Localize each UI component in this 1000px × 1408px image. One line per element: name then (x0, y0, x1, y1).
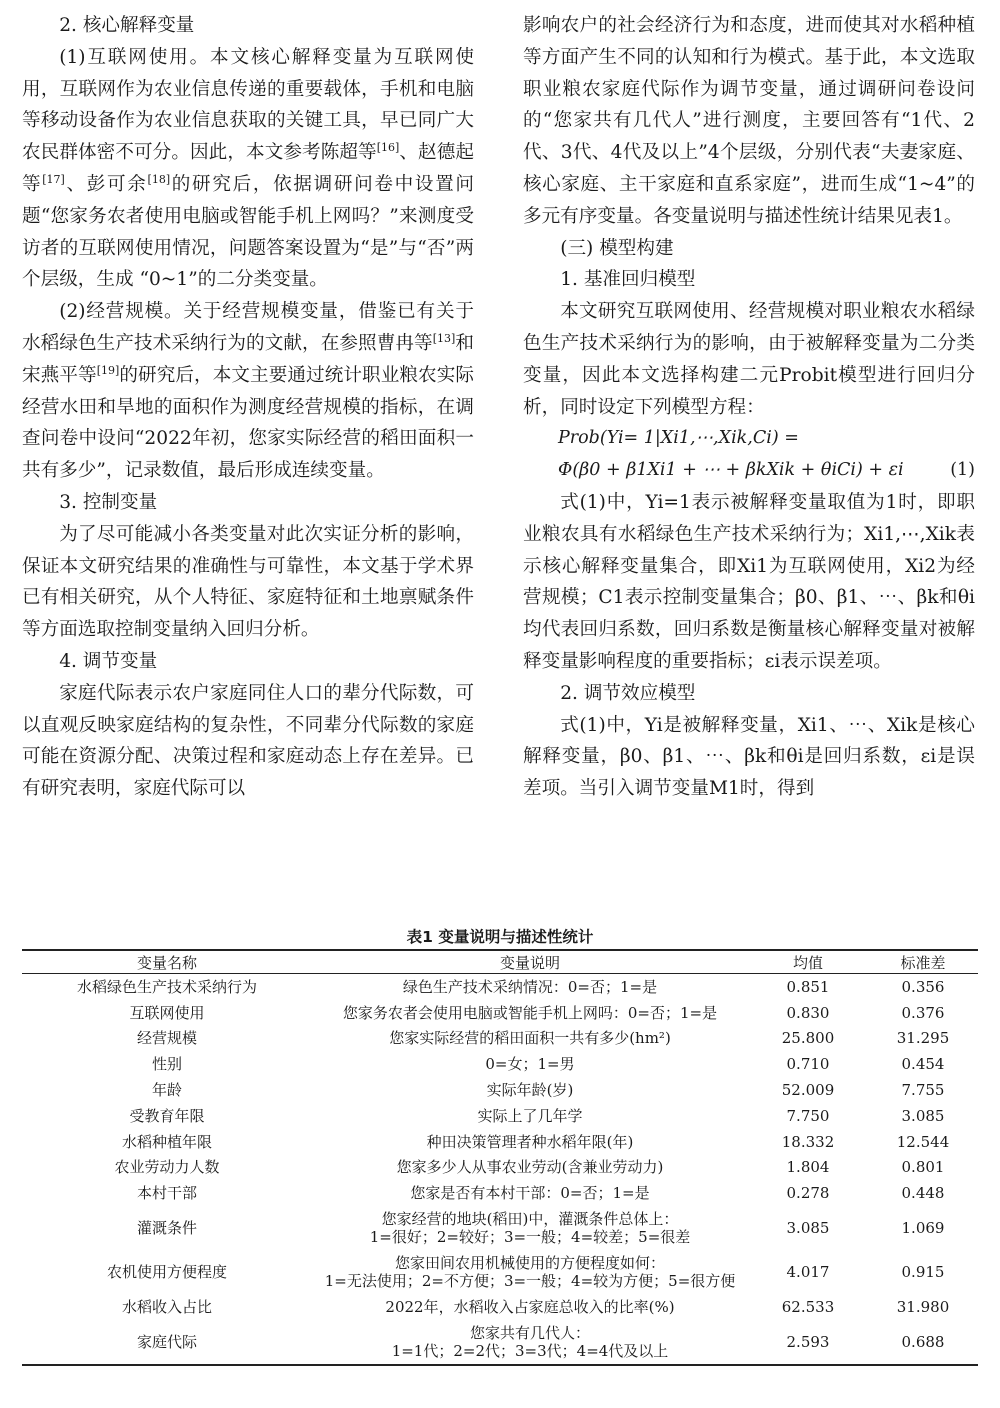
cell-std-dev: 0.688 (901, 1332, 945, 1351)
header-variable-description: 变量说明 (499, 953, 560, 972)
right-column (523, 10, 975, 805)
cell-mean: 0.830 (786, 1003, 830, 1022)
description-line: 1=无法使用；2=不方便；3=一般；4=较为方便；5=很方便 (324, 1272, 736, 1291)
cell-mean: 7.750 (786, 1106, 830, 1125)
cell-variable-description (312, 1077, 748, 1103)
cell-variable-description (312, 1294, 748, 1320)
paragraph-internet-use: (1)互联网使用。本文核心解释变量为互联网使用，互联网作为农业信息传递的重要载体，手机和电脑等移动设备作为农业信息获取的关键工具，早已同广大农民群体密不可分。因此，本文参考陈超等[16]、赵德起等[17]、彭可余[18]的研究后，依据调研问卷中设置问题“您家务农者使用电脑或智能手机上网吗？”来测度受访者的互联网使用情况，问题答案设置为“是”与“否”两个层级，生成 “0~1”的二分类变量。 (22, 46, 474, 291)
description-line: 绿色生产技术采纳情况：0=否；1=是 (402, 977, 658, 996)
formula-line-2: Φ(β0 + β1Xi1 + ⋯ + βkXik + θiCi) + εi (1) (523, 455, 975, 487)
cell-std-dev: 31.980 (896, 1298, 950, 1317)
cell-variable-name: 年龄 (151, 1081, 182, 1100)
cell-variable-description (312, 1206, 748, 1250)
cell-variable-description (312, 1155, 748, 1181)
cell-std-dev: 31.295 (896, 1029, 950, 1048)
cell-mean: 18.332 (781, 1132, 835, 1151)
table-row (22, 1180, 978, 1206)
table-1 (22, 925, 978, 1366)
cell-mean: 52.009 (781, 1081, 835, 1100)
table-row (22, 1077, 978, 1103)
cell-mean: 0.278 (786, 1184, 830, 1203)
cell-std-dev: 0.801 (901, 1158, 945, 1177)
description-line: 您家田间农用机械使用的方便程度如何： (394, 1254, 665, 1273)
section-heading-model-construction: (三) 模型构建 (560, 237, 674, 259)
cell-variable-name: 水稻种植年限 (121, 1132, 212, 1151)
description-line: 1=1代；2=2代；3=3代；4=4代及以上 (391, 1341, 669, 1360)
cell-std-dev: 0.454 (901, 1055, 945, 1074)
cell-variable-name: 互联网使用 (129, 1003, 205, 1022)
table-row (22, 1103, 978, 1129)
cell-std-dev: 7.755 (901, 1081, 945, 1100)
citation: [16] (376, 141, 400, 154)
equation-number: (1) (950, 460, 975, 481)
cell-mean: 1.804 (786, 1158, 830, 1177)
cell-variable-name: 农业劳动力人数 (114, 1158, 220, 1177)
cell-variable-name: 水稻绿色生产技术采纳行为 (76, 977, 257, 996)
cell-variable-description (312, 1000, 748, 1026)
table-header-row (22, 950, 978, 974)
cell-std-dev: 12.544 (896, 1132, 950, 1151)
cell-mean: 25.800 (781, 1029, 835, 1048)
description-line: 1=很好；2=较好；3=一般；4=较差；5=很差 (369, 1228, 691, 1247)
cell-std-dev: 0.356 (901, 977, 945, 996)
cell-variable-name: 家庭代际 (136, 1332, 197, 1351)
table-row (22, 1294, 978, 1320)
section-heading-control-variables: 3. 控制变量 (59, 491, 158, 513)
header-std-dev: 标准差 (900, 953, 946, 972)
cell-mean: 0.851 (786, 977, 830, 996)
table-row (22, 1129, 978, 1155)
paragraph-operating-scale: (2)经营规模。关于经营规模变量，借鉴已有关于水稻绿色生产技术采纳行为的文献，在参照曹冉等[13]和宋燕平等[19]的研究后，本文主要通过统计职业粮农实际经营水田和旱地的面积作为测度经营规模的指标，在调查问卷中设问“2022年初，您家实际经营的稻田面积一共有多少”，记录数值，最后形成连续变量。 (22, 301, 474, 482)
cell-variable-description (312, 1103, 748, 1129)
cell-std-dev: 0.448 (901, 1184, 945, 1203)
citation: [18] (147, 172, 171, 186)
cell-variable-description (312, 974, 748, 1000)
paragraph-moderator-continued: 影响农户的社会经济行为和态度，进而使其对水稻种植等方面产生不同的认知和行为模式。基于此，本文选取职业粮农家庭代际作为调节变量，通过调研问卷设问的“您家共有几代人”进行测度，主要回答有“1代、2代、3代、4代及以上”4个层级，分别代表“夫妻家庭、核心家庭、主干家庭和直系家庭”，进而生成“1~4”的多元有序变量。各变量说明与描述性统计结果见表1。 (523, 15, 975, 227)
description-line: 您家务农者会使用电脑或智能手机上网吗：0=否；1=是 (342, 1003, 718, 1022)
paragraph-control-variables: 为了尽可能减小各类变量对此次实证分析的影响，保证本文研究结果的准确性与可靠性，本文基于学术界已有相关研究，从个人特征、家庭特征和土地禀赋条件等方面选取控制变量纳入回归分析。 (22, 523, 474, 641)
table-caption: 表1 变量说明与描述性统计 (406, 928, 594, 946)
cell-variable-description (312, 1320, 748, 1365)
cell-std-dev: 0.915 (901, 1263, 945, 1282)
paragraph-baseline-model: 本文研究互联网使用、经营规模对职业粮农水稻绿色生产技术采纳行为的影响，由于被解释变量为二分类变量，因此本文选择构建二元Probit模型进行回归分析，同时设定下列模型方程： (523, 301, 975, 418)
cell-mean: 62.533 (781, 1298, 835, 1317)
table-row (22, 1000, 978, 1026)
cell-mean: 3.085 (786, 1219, 830, 1238)
cell-std-dev: 1.069 (901, 1219, 945, 1238)
paragraph-formula-explanation: 式(1)中，Yi=1表示被解释变量取值为1时，即职业粮农具有水稻绿色生产技术采纳行为；Xi1,⋯,Xik表示核心解释变量集合，即Xi1为互联网使用，Xi2为经营规模；C1表示控制变量集合；β0、β1、⋯、βk和θi均代表回归系数，回归系数是衡量核心解释变量对被解释变量影响程度的重要指标；εi表示误差项。 (523, 491, 975, 672)
descriptive-statistics-table (22, 949, 978, 1366)
citation: [17] (42, 172, 65, 186)
description-line: 0=女；1=男 (485, 1055, 575, 1074)
table-row (22, 1155, 978, 1181)
citation: [19] (96, 363, 120, 377)
table-row (22, 1206, 978, 1250)
cell-variable-description (312, 1129, 748, 1155)
cell-variable-description (312, 1026, 748, 1052)
cell-variable-name: 本村干部 (136, 1184, 197, 1203)
cell-variable-name: 水稻收入占比 (121, 1298, 212, 1317)
section-heading-baseline-model: 1. 基准回归模型 (560, 269, 696, 291)
cell-std-dev: 0.376 (901, 1003, 945, 1022)
left-column (22, 10, 474, 805)
cell-variable-description (312, 1180, 748, 1206)
description-line: 您家是否有本村干部：0=否；1=是 (410, 1184, 650, 1203)
cell-variable-name: 灌溉条件 (136, 1219, 197, 1238)
description-line: 实际上了几年学 (477, 1106, 583, 1125)
citation: [13] (432, 331, 456, 345)
cell-variable-name: 受教育年限 (129, 1106, 205, 1125)
header-mean: 均值 (792, 953, 823, 972)
cell-mean: 4.017 (786, 1263, 830, 1282)
table-row (22, 974, 978, 1000)
description-line: 2022年，水稻收入占家庭总收入的比率(%) (385, 1298, 675, 1317)
cell-variable-description (312, 1250, 748, 1294)
table-body (22, 974, 978, 1365)
description-line: 您家共有几代人： (469, 1323, 590, 1342)
cell-variable-description (312, 1051, 748, 1077)
cell-variable-name: 农机使用方便程度 (106, 1263, 227, 1282)
description-line: 种田决策管理者种水稻年限(年) (426, 1132, 634, 1151)
cell-mean: 2.593 (786, 1332, 830, 1351)
description-line: 实际年龄(岁) (486, 1081, 574, 1100)
description-line: 您家多少人从事农业劳动(含兼业劳动力) (396, 1158, 664, 1177)
section-heading-core-variable: 2. 核心解释变量 (59, 15, 195, 36)
cell-variable-name: 性别 (151, 1055, 182, 1074)
paragraph-moderation-model: 式(1)中，Yi是被解释变量，Xi1、⋯、Xik是核心解释变量，β0、β1、⋯、βk和θi是回归系数，εi是误差项。当引入调节变量M1时，得到 (523, 714, 975, 800)
section-heading-moderation-model: 2. 调节效应模型 (560, 682, 696, 704)
table-row (22, 1026, 978, 1052)
formula-line-1: Prob(Yi= 1|Xi1,⋯,Xik,Ci) = (558, 428, 799, 449)
description-line: 您家经营的地块(稻田)中，灌溉条件总体上： (381, 1210, 679, 1229)
paragraph-moderator: 家庭代际表示农户家庭同住人口的辈分代际数，可以直观反映家庭结构的复杂性，不同辈分代际数的家庭可能在资源分配、决策过程和家庭动态上存在差异。已有研究表明，家庭代际可以 (22, 682, 474, 800)
header-variable-name: 变量名称 (136, 953, 197, 972)
table-row (22, 1320, 978, 1365)
cell-std-dev: 3.085 (901, 1106, 945, 1125)
description-line: 您家实际经营的稻田面积一共有多少(hm²) (389, 1029, 671, 1048)
cell-mean: 0.710 (786, 1055, 830, 1074)
cell-variable-name: 经营规模 (136, 1029, 197, 1048)
table-row (22, 1051, 978, 1077)
table-row (22, 1250, 978, 1294)
section-heading-moderator: 4. 调节变量 (59, 650, 158, 672)
